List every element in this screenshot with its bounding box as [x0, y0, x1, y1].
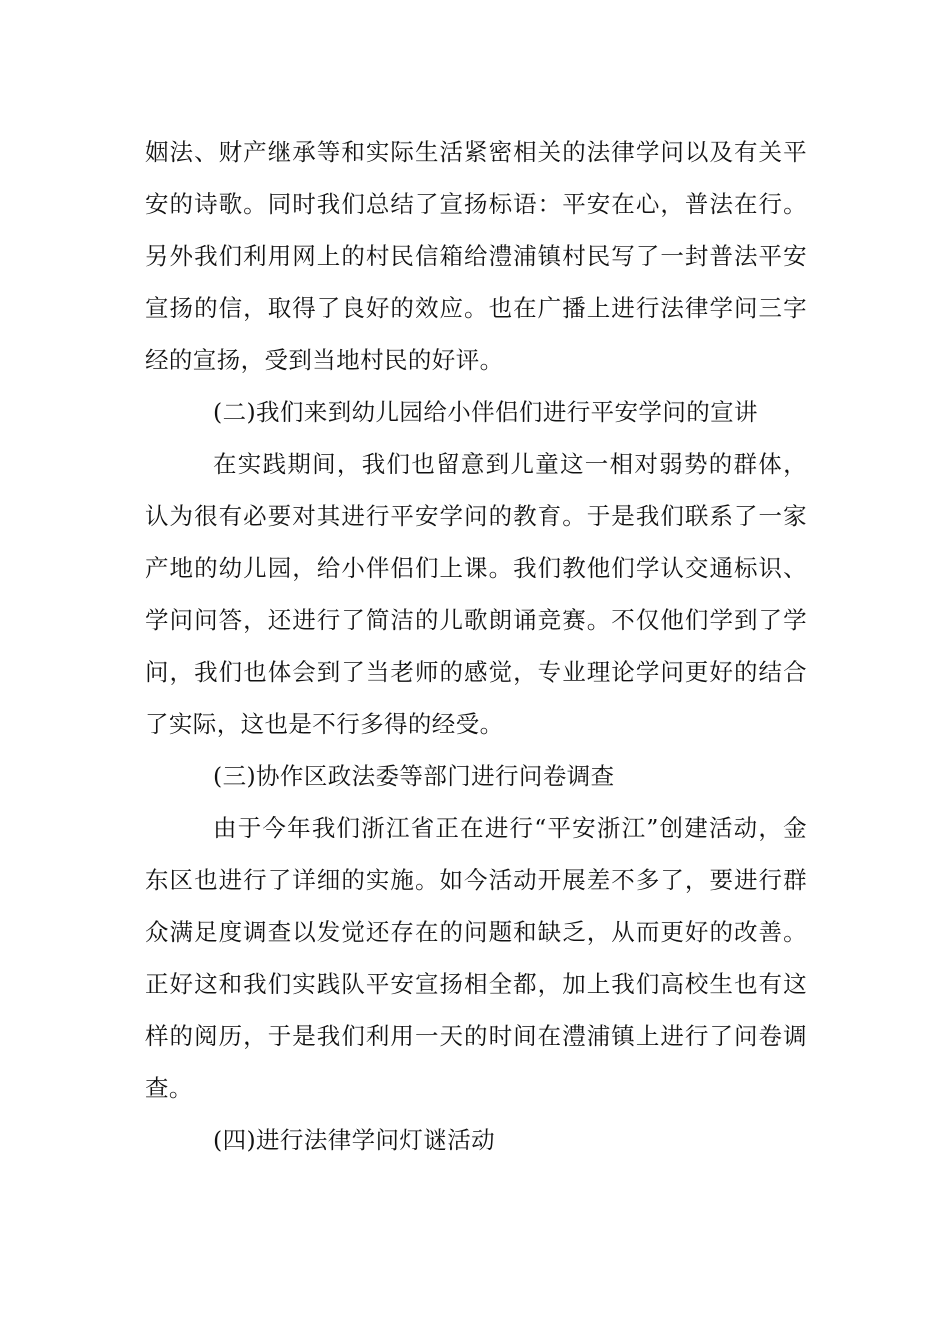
- section-heading-3: (三)协作区政法委等部门进行问卷调查: [213, 762, 615, 790]
- paragraph-continued: 姻法、财产继承等和实际生活紧密相关的法律学问以及有关平安的诗歌。同时我们总结了宣扬标语：平安在心，普法在行。另外我们利用网上的村民信箱给澧浦镇村民写了一封普法平安宣扬的信，取得了良好的效应。也在广播上进行法律学问三字经的宣扬，受到当地村民的好评。: [145, 138, 807, 374]
- paragraph-survey: 由于今年我们浙江省正在进行“平安浙江”创建活动，金东区也进行了详细的实施。如今活动开展差不多了，要进行群众满足度调查以发觉还存在的问题和缺乏，从而更好的改善。正好这和我们实践队平安宣扬相全都，加上我们高校生也有这样的阅历，于是我们利用一天的时间在澧浦镇上进行了问卷调查。: [145, 814, 807, 1102]
- section-heading-4: (四)进行法律学问灯谜活动: [213, 1126, 496, 1154]
- paragraph-kindergarten: 在实践期间，我们也留意到儿童这一相对弱势的群体，认为很有必要对其进行平安学问的教育。于是我们联系了一家产地的幼儿园，给小伴侣们上课。我们教他们学认交通标识、学问问答，还进行了简洁的儿歌朗诵竞赛。不仅他们学到了学问，我们也体会到了当老师的感觉，专业理论学问更好的结合了实际，这也是不行多得的经受。: [145, 450, 807, 738]
- document-body: [145, 126, 807, 1166]
- section-heading-2: (二)我们来到幼儿园给小伴侣们进行平安学问的宣讲: [213, 398, 758, 426]
